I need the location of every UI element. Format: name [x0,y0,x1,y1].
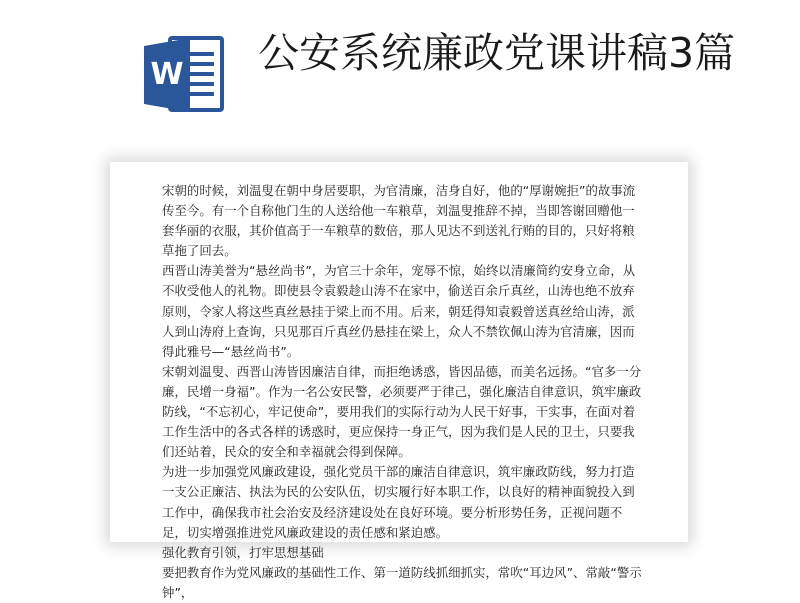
word-document-icon [140,32,228,116]
paragraph: 宋朝刘温叟、西晋山涛皆因廉洁自律，而拒绝诱惑，皆因品德，而美名远扬。“官多一分廉，民增一身福”。作为一名公安民警，必须要严于律己，强化廉洁自律意识，筑牢廉政防线，“不忘初心，牢记使命”，要用我们的实际行动为人民干好事，干实事，在面对着工作生活中的各式各样的诱惑时，更应保持一身正气，因为我们是人民的卫士，只要我们还站着，民众的安全和幸福就会得到保障。 [162,363,642,460]
document-body [162,181,642,603]
word-icon-letter: W [150,57,184,92]
paragraph: 要把教育作为党风廉政的基础性工作、第一道防线抓细抓实，常吹“耳边风”、常敲“警示钟”， [162,564,642,600]
paragraph: 为进一步加强党风廉政建设，强化党员干部的廉洁自律意识，筑牢廉政防线，努力打造一支公正廉洁、执法为民的公安队伍，切实履行好本职工作，以良好的精神面貌投入到工作中，确保我市社会治安及经济建设处在良好环境。要分析形势任务，正视问题不足，切实增强推进党风廉政建设的责任感和紧迫感。 [162,464,635,540]
section-heading: 强化教育引领，打牢思想基础 [162,544,324,560]
paragraph: 西晋山涛美誉为“悬丝尚书”，为官三十余年，宠辱不惊，始终以清廉简约安身立命，从不收受他人的礼物。即使县令袁毅趁山涛不在家中，偷送百余斤真丝，山涛也绝不放弃原则，令家人将这些真丝悬挂于梁上而不用。后来，朝廷得知袁毅曾送真丝给山涛，派人到山涛府上查询，只见那百斤真丝仍悬挂在梁上，众人不禁钦佩山涛为官清廉，因而得此雅号—“悬丝尚书”。 [162,263,636,359]
paragraph: 宋朝的时候，刘温叟在朝中身居要职，为官清廉，洁身自好，他的“厚谢婉拒”的故事流传至今。有一个自称他门生的人送给他一车粮草，刘温叟推辞不掉，当即答谢回赠他一套华丽的衣服，其价值高于一车粮草的数倍，那人见达不到送礼行贿的目的，只好将粮草拖了回去。 [162,183,636,259]
page-title: 公安系统廉政党课讲稿3篇 [258,29,736,77]
